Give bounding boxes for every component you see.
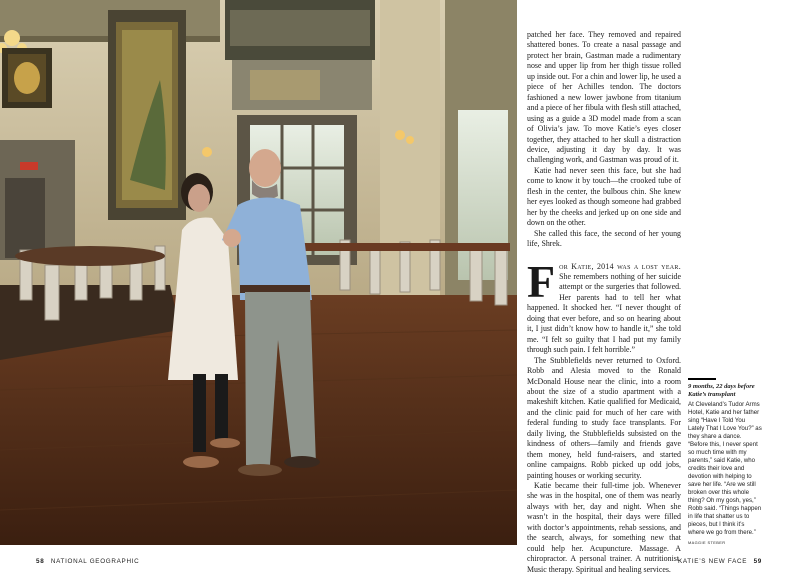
- dropcap-letter: F: [527, 255, 556, 307]
- page-number-right: 59: [753, 558, 762, 565]
- dropcap-paragraph-text: She remembers nothing of her suicide attempt or the surgeries that followed. Her parents had to tell her what happened. It shocked her. “I never thought of doing that ever before, and so on hearing about it, I just didn’t know how to handle it,” she told me. “I felt so guilty that I had put my family through such pain. I felt horrible.”: [527, 271, 681, 355]
- article-running-title: KATIE’S NEW FACE: [677, 558, 748, 565]
- article-column: [527, 30, 681, 575]
- article-paragraph: Katie had never seen this face, but she had come to know it by touch—the crooked tube of flesh in the center, the bulbous chin. She knew her eyes looked as though someone had grabbed her by the cheeks and jerked up on one side and down on the other.: [527, 165, 681, 228]
- article-paragraph: Katie became their full-time job. Whenever she was in the hospital, one of them was nearly always with her, day and night. When she wasn’t in the hospital, their days were filled with doctor’s appointments, rehab sessions, and the search, always, for something new that could help her. Acupuncture. Massage. A chiropractor. A personal trainer. A nutritionist. Music therapy. Spiritual and healing services.: [527, 481, 681, 574]
- caption-rule: [688, 378, 716, 380]
- article-paragraph: patched her face. They removed and repaired shattered bones. To create a nasal passage and protect her brain, Gastman made a rudimentary nose and upper lip from her thigh tissue rolled up inside out. For a chin and lower lip, he used a piece of her Achilles tendon. The doctors fashioned a new lower jawbone from titanium and a piece of her fibula with flesh still attached, using as a guide a 3D model made from a scan of Olivia’s jaw. To move Katie’s eyes closer together, they attached to her skull a distraction device, adjusting it day by day. It was challenging work, and Gastman was proud of it.: [527, 30, 681, 165]
- magazine-name: NATIONAL GEOGRAPHIC: [50, 558, 140, 565]
- article-paragraph: The Stubblefields never returned to Oxford. Robb and Alesia moved to the Ronald McDonald House near the clinic, into a room about the size of a studio apartment with a makeshift kitchen. Katie qualified for Medicaid, and the clinic paid for much of her care with federal funding to study face transplants. For daily living, the Stubblefields subsisted on the kindness of others—family and friends gave them money, held fund-raisers, and started online campaigns. Robb picked up odd jobs, painting houses or working security.: [527, 355, 681, 480]
- dropcap-lead-in: or Katie, 2014 was a lost year.: [559, 261, 681, 271]
- photo-caption: [688, 378, 762, 547]
- page-number-left: 58: [36, 558, 45, 565]
- dropcap-paragraph: [527, 255, 681, 356]
- footer-right: [678, 558, 766, 565]
- caption-text: At Cleveland’s Tudor Arms Hotel, Katie and her father sing “Have I Told You Lately That I Love You?” as they share a dance. “Before this, I never spent so much time with my parents,” said Katie, who credits their love and devotion with helping to save her life. “Are we still broken over this whole thing? Oh my gosh, yes,” Robb said. “Things happen in life that shatter us to pieces, but I think it’s where we go from there.”: [688, 401, 762, 536]
- photo-credit: MAGGIE STEBER: [688, 540, 726, 545]
- footer-left: [32, 558, 139, 565]
- caption-timeline: 9 months, 22 days before Katie’s transplant: [688, 383, 755, 398]
- article-paragraph: She called this face, the second of her young life, Shrek.: [527, 228, 681, 249]
